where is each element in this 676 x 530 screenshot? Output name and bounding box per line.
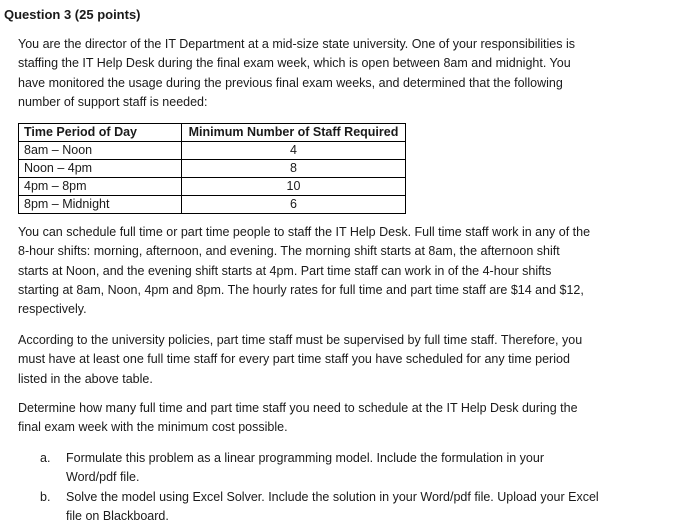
schedule-line: 8-hour shifts: morning, afternoon, and evening. The morning shift starts at 8am, the afternoon shift	[18, 244, 560, 259]
task-line: file on Blackboard.	[66, 508, 169, 523]
task-list	[40, 449, 660, 526]
policy-line: listed in the above table.	[18, 371, 153, 386]
cell-period: 8pm – Midnight	[19, 196, 182, 214]
cell-staff: 10	[182, 178, 406, 196]
header-time-period: Time Period of Day	[19, 124, 182, 142]
task-line: Formulate this problem as a linear programming model. Include the formulation in your	[66, 451, 545, 465]
header-min-staff: Minimum Number of Staff Required	[182, 124, 406, 142]
policy-line: According to the university policies, part time staff must be supervised by full time staff. Therefore, you	[18, 333, 583, 347]
staff-requirements-table	[18, 123, 406, 214]
intro-line: number of support staff is needed:	[18, 94, 208, 109]
cell-staff: 6	[182, 196, 406, 214]
schedule-line: starts at Noon, and the evening shift starts at 4pm. Part time staff can work in of the 4-hour shifts	[18, 263, 552, 278]
schedule-line: respectively.	[18, 302, 87, 317]
schedule-line: You can schedule full time or part time people to staff the IT Help Desk. Full time staff work in any of the	[18, 225, 591, 239]
determine-paragraph	[18, 399, 658, 438]
task-line: Word/pdf file.	[66, 470, 140, 485]
intro-line: You are the director of the IT Department at a mid-size state university. One of your responsibilities is	[18, 37, 575, 51]
policy-paragraph	[18, 331, 658, 389]
task-line: Solve the model using Excel Solver. Include the solution in your Word/pdf file. Upload your Excel	[66, 489, 599, 504]
table-row	[19, 142, 406, 160]
cell-period: Noon – 4pm	[19, 160, 182, 178]
list-marker: a.	[40, 451, 51, 465]
cell-period: 8am – Noon	[19, 142, 182, 160]
policy-line: must have at least one full time staff for every part time staff you have scheduled for any time period	[18, 352, 570, 367]
list-item	[40, 488, 660, 527]
cell-staff: 8	[182, 160, 406, 178]
list-marker: b.	[40, 489, 51, 504]
determine-line: final exam week with the minimum cost possible.	[18, 420, 288, 435]
table-row	[19, 196, 406, 214]
intro-line: staffing the IT Help Desk during the final exam week, which is open between 8am and midnight. You	[18, 56, 571, 71]
schedule-paragraph	[18, 223, 658, 319]
table-row	[19, 160, 406, 178]
cell-period: 4pm – 8pm	[19, 178, 182, 196]
intro-line: have monitored the usage during the previous final exam weeks, and determined that the following	[18, 75, 563, 90]
table-row	[19, 178, 406, 196]
list-item	[40, 449, 660, 488]
determine-line: Determine how many full time and part time staff you need to schedule at the IT Help Desk during the	[18, 401, 578, 415]
table-header-row	[19, 124, 406, 142]
intro-paragraph	[18, 35, 658, 112]
schedule-line: starting at 8am, Noon, 4pm and 8pm. The hourly rates for full time and part time staff are $14 and $12,	[18, 282, 584, 297]
question-title: Question 3 (25 points)	[4, 7, 141, 22]
cell-staff: 4	[182, 142, 406, 160]
